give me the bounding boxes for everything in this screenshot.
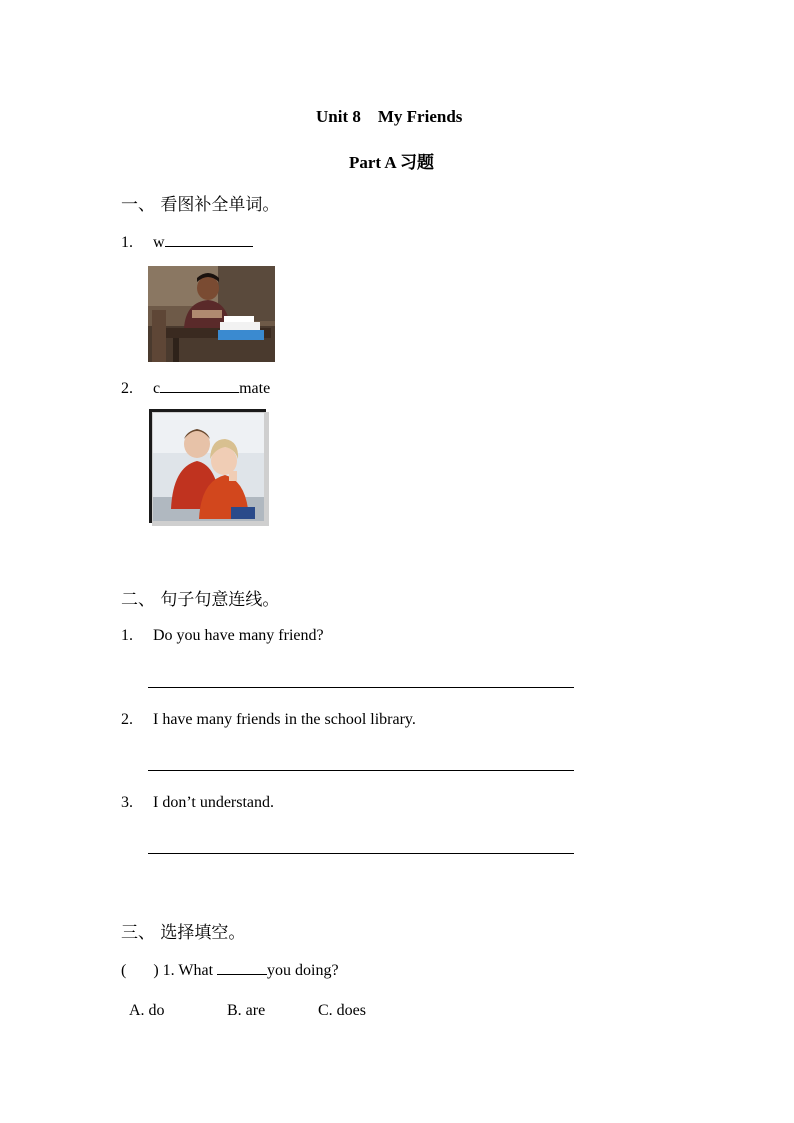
part-title: Part A 习题 <box>349 153 434 172</box>
answer-blank[interactable] <box>160 378 239 393</box>
item-number: 1. <box>121 627 133 644</box>
boy-writing-photo <box>148 266 275 362</box>
option-b[interactable]: B. are <box>227 1002 266 1019</box>
section1-heading: 一、 看图补全单词。 <box>121 195 280 215</box>
paren-open: ( <box>121 962 127 979</box>
sentence-text: I don’t understand. <box>153 794 275 811</box>
choice-question-1 <box>121 960 339 980</box>
section2-heading: 二、 句子句意连线。 <box>121 590 280 610</box>
word-item-2 <box>121 378 270 398</box>
answer-line[interactable] <box>148 853 574 854</box>
item-number: 2. <box>121 711 133 728</box>
sentence-text: Do you have many friend? <box>153 627 324 644</box>
word-prefix: w <box>153 234 165 251</box>
sentence-text: I have many friends in the school library. <box>153 711 416 728</box>
sentence-item-2 <box>121 711 416 729</box>
two-children-photo <box>149 409 269 526</box>
option-c[interactable]: C. does <box>318 1002 366 1019</box>
question-rest: you doing? <box>267 962 339 979</box>
answer-line[interactable] <box>148 687 574 688</box>
question-blank <box>217 960 267 975</box>
answer-blank[interactable] <box>165 232 253 247</box>
item-number: 1. <box>121 234 133 251</box>
word-suffix: mate <box>239 380 271 397</box>
sentence-item-3 <box>121 794 274 812</box>
section3-heading: 三、 选择填空。 <box>121 923 246 943</box>
answer-line[interactable] <box>148 770 574 771</box>
item-number: 3. <box>121 794 133 811</box>
unit-title: Unit 8 My Friends <box>316 107 463 126</box>
option-a[interactable]: A. do <box>129 1002 165 1019</box>
word-item-1 <box>121 232 253 252</box>
question-stem: ) 1. What <box>153 962 214 979</box>
word-prefix: c <box>153 380 161 397</box>
sentence-item-1 <box>121 627 324 645</box>
item-number: 2. <box>121 380 133 397</box>
